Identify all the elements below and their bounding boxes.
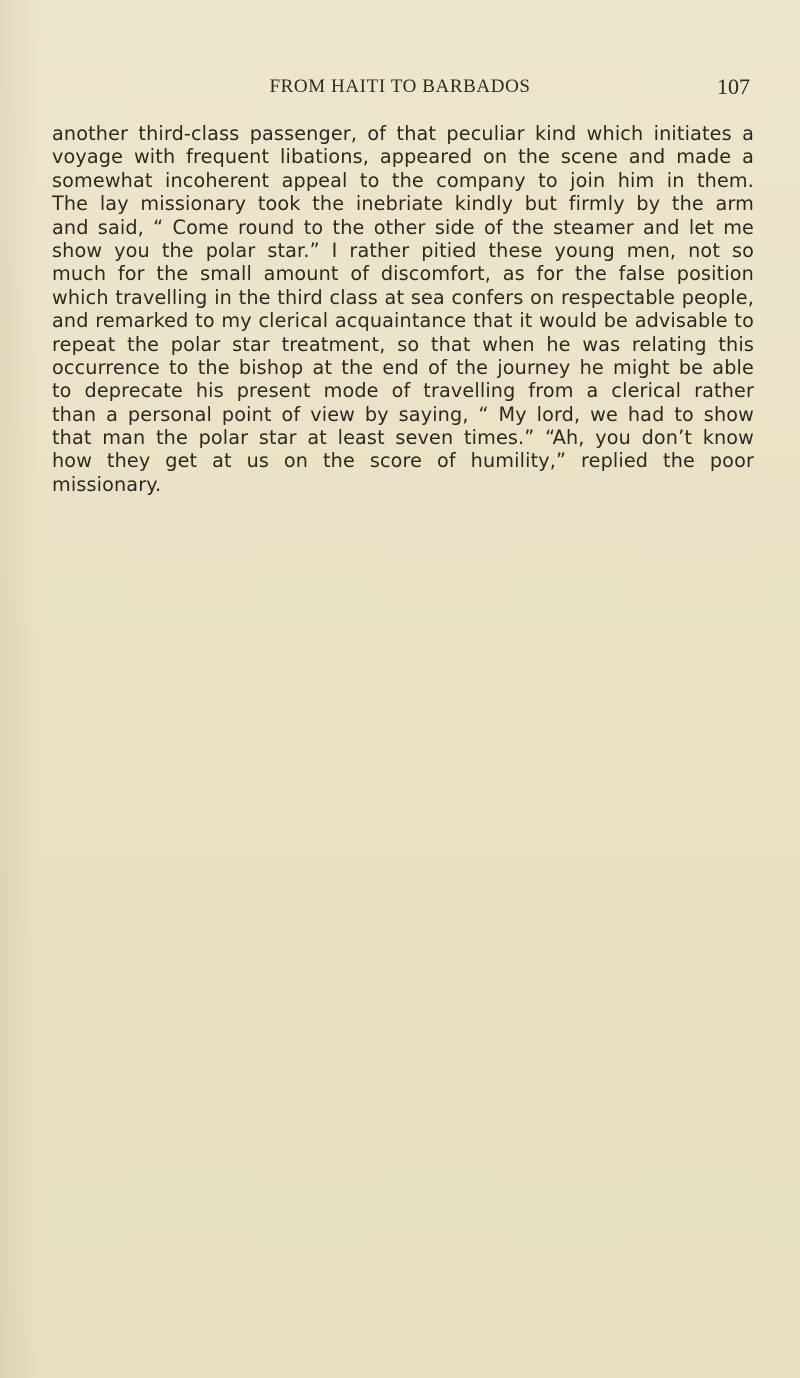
text-line: much for the small amount of discomfort, as for the false position bbox=[52, 262, 754, 286]
running-head bbox=[0, 76, 800, 106]
text-line: and said, “ Come round to the other side of the steamer and let me bbox=[52, 215, 754, 239]
text-line: somewhat incoherent appeal to the company to join him in them. bbox=[52, 168, 754, 192]
text-line: how they get at us on the score of humility,” replied the poor bbox=[52, 449, 754, 473]
text-line: repeat the polar star treatment, so that when he was relating this bbox=[52, 332, 754, 356]
text-line: which travelling in the third class at sea confers on respectable people, bbox=[52, 285, 754, 309]
text-line: another third-class passenger, of that peculiar kind which initiates a bbox=[52, 122, 754, 145]
text-line: to deprecate his present mode of travelling from a clerical rather bbox=[52, 379, 754, 403]
body-paragraph bbox=[52, 122, 754, 496]
running-title: FROM HAITI TO BARBADOS bbox=[269, 76, 531, 97]
text-line: show you the polar star.” I rather pitied these young men, not so bbox=[52, 238, 754, 262]
text-line: than a personal point of view by saying, “ My lord, we had to show bbox=[52, 402, 754, 426]
text-line: that man the polar star at least seven times.” “Ah, you don’t know bbox=[52, 426, 754, 450]
text-line: occurrence to the bishop at the end of the journey he might be able bbox=[52, 355, 754, 379]
text-line: missionary. bbox=[52, 472, 162, 496]
text-line: The lay missionary took the inebriate kindly but firmly by the arm bbox=[52, 192, 754, 216]
text-line: voyage with frequent libations, appeared on the scene and made a bbox=[52, 145, 754, 169]
text-line: and remarked to my clerical acquaintance that it would be advisable to bbox=[52, 309, 754, 333]
page-number: 107 bbox=[717, 74, 750, 99]
